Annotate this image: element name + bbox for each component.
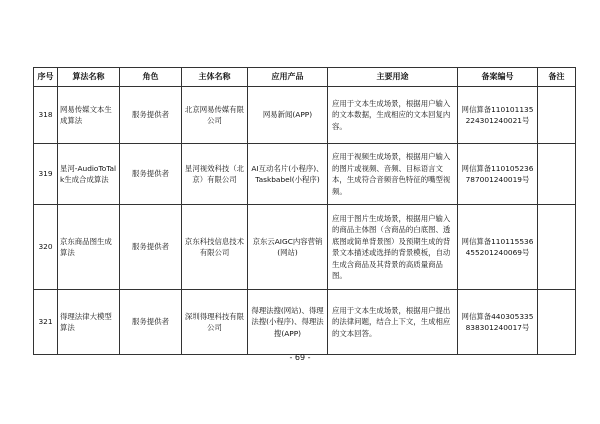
cell-serial: 319 xyxy=(34,144,58,205)
cell-filing-number: 网信算备110115536455201240069号 xyxy=(458,205,538,290)
cell-role: 服务提供者 xyxy=(120,290,182,355)
table-row xyxy=(34,290,576,355)
header-role: 角色 xyxy=(120,68,182,87)
cell-role: 服务提供者 xyxy=(120,205,182,290)
table-header-row xyxy=(34,68,576,87)
cell-remarks xyxy=(538,144,576,205)
cell-algorithm-name: 网易传媒文本生成算法 xyxy=(58,87,120,144)
header-filing-number: 备案编号 xyxy=(458,68,538,87)
cell-application-product: AI互动名片(小程序)、Taskbabel(小程序) xyxy=(248,144,328,205)
table-row xyxy=(34,205,576,290)
header-serial: 序号 xyxy=(34,68,58,87)
header-application-product: 应用产品 xyxy=(248,68,328,87)
cell-entity-name: 星河视效科技（北京）有限公司 xyxy=(182,144,248,205)
cell-remarks xyxy=(538,205,576,290)
cell-entity-name: 深圳得理科技有限公司 xyxy=(182,290,248,355)
header-algorithm-name: 算法名称 xyxy=(58,68,120,87)
cell-filing-number: 网信算备110105236787001240019号 xyxy=(458,144,538,205)
cell-filing-number: 网信算备110101135224301240021号 xyxy=(458,87,538,144)
cell-main-purpose: 应用于文本生成场景，根据用户提出的法律问题，结合上下文，生成相应的文本回答。 xyxy=(328,290,458,355)
header-entity-name: 主体名称 xyxy=(182,68,248,87)
cell-entity-name: 北京网易传媒有限公司 xyxy=(182,87,248,144)
cell-application-product: 网易新闻(APP) xyxy=(248,87,328,144)
cell-entity-name: 京东科技信息技术有限公司 xyxy=(182,205,248,290)
cell-remarks xyxy=(538,290,576,355)
cell-serial: 320 xyxy=(34,205,58,290)
header-remarks: 备注 xyxy=(538,68,576,87)
cell-filing-number: 网信算备440305335838301240017号 xyxy=(458,290,538,355)
cell-remarks xyxy=(538,87,576,144)
cell-main-purpose: 应用于图片生成场景，根据用户输入的商品主体图（含商品的白底图、透底图或简单背景图）及预期生成的背景文本描述或选择的背景模板，自动生成含商品及其背景的高质量商品图。 xyxy=(328,205,458,290)
table-row xyxy=(34,144,576,205)
algorithm-filing-table xyxy=(33,67,576,355)
cell-algorithm-name: 京东商品图生成算法 xyxy=(58,205,120,290)
cell-algorithm-name: 得理法律大模型算法 xyxy=(58,290,120,355)
cell-main-purpose: 应用于视频生成场景，根据用户输入的图片或视频、音频、目标语言文本，生成符合音频音色特征的嘴型视频。 xyxy=(328,144,458,205)
cell-serial: 318 xyxy=(34,87,58,144)
cell-main-purpose: 应用于文本生成场景，根据用户输入的文本数据，生成相应的文本回复内容。 xyxy=(328,87,458,144)
cell-algorithm-name: 星河-AudioToTalk生成合成算法 xyxy=(58,144,120,205)
page-number: - 69 - xyxy=(289,353,311,362)
cell-role: 服务提供者 xyxy=(120,144,182,205)
cell-application-product: 京东云AIGC内容营销(网站) xyxy=(248,205,328,290)
cell-application-product: 得理法搜(网站)、得理法搜(小程序)、得理法搜(APP) xyxy=(248,290,328,355)
table-row xyxy=(34,87,576,144)
cell-serial: 321 xyxy=(34,290,58,355)
header-main-purpose: 主要用途 xyxy=(328,68,458,87)
cell-role: 服务提供者 xyxy=(120,87,182,144)
